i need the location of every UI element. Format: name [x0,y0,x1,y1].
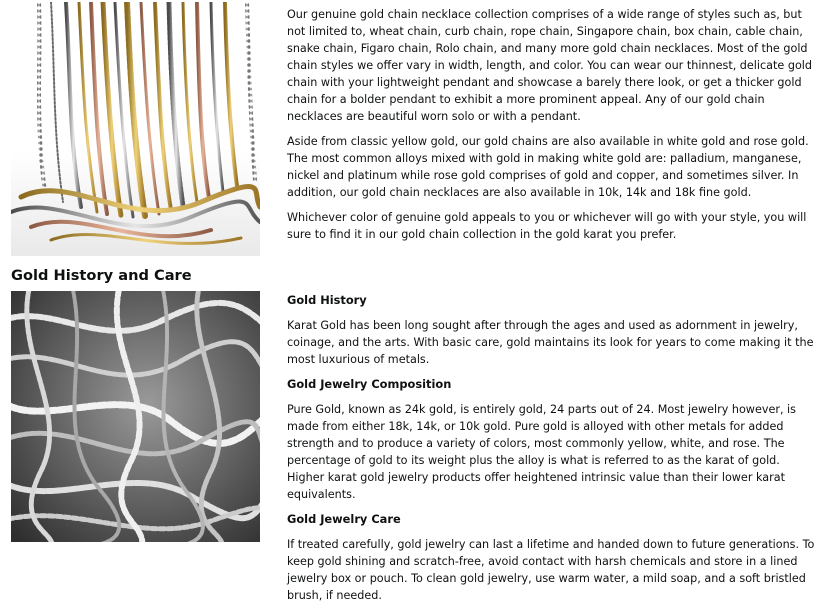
gold-chains-photo [11,2,260,256]
gold-care-heading: Gold Jewelry Care [287,512,401,526]
silver-chains-photo [11,291,260,542]
intro-paragraph: Whichever color of genuine gold appeals to you or whichever will go with your style, you will sure to find it in our gold chain collection in the gold karat you prefer. [287,211,807,241]
gold-history-heading: Gold History [287,293,367,307]
gold-composition-body: Pure Gold, known as 24k gold, is entirely gold, 24 parts out of 24. Most jewelry however, is made from either 18k, 14k, or 10k gold. Pure gold is alloyed with other metals for added strength and to produce a variety of colors, most commonly yellow, white, and rose. The percentage of gold to its weight plus the alloy is what is referred to as the karat of gold. Higher karat gold jewelry products offer heightened intrinsic value than their lower karat equivalents. [287,403,796,501]
gold-care-body: If treated carefully, gold jewelry can last a lifetime and handed down to future generations. To keep gold shining and scratch-free, avoid contact with harsh chemicals and store in a lined jewelry box or pouch. To clean gold jewelry, use warm water, a mild soap, and a soft bristled brush, if needed. [287,538,815,602]
gold-composition-heading: Gold Jewelry Composition [287,377,452,391]
gold-history-body: Karat Gold has been long sought after through the ages and used as adornment in jewelry, coinage, and the arts. With basic care, gold maintains its look for years to come making it the most luxurious of metals. [287,319,814,366]
section-title: Gold History and Care [11,267,192,284]
intro-text [287,6,820,251]
history-care-text [287,292,820,612]
intro-paragraph: Our genuine gold chain necklace collection comprises of a wide range of styles such as, but not limited to, wheat chain, curb chain, rope chain, Singapore chain, box chain, cable chain, snake chain, Figaro chain, Rolo chain, and many more gold chain necklaces. Most of the gold chain styles we offer vary in width, length, and color. You can wear our thinnest, delicate gold chain with your lightweight pendant and showcase a barely there look, or get a thicker gold chain for a bolder pendant to exhibit a more prominent appeal. Any of our gold chain necklaces are beautiful worn solo or with a pendant. [287,8,813,123]
intro-paragraph: Aside from classic yellow gold, our gold chains are also available in white gold and rose gold. The most common alloys mixed with gold in making white gold are: palladium, manganese, nickel and platinum while rose gold comprises of gold and copper, and sometimes silver. In addition, our gold chain necklaces are also available in 10k, 14k and 18k fine gold. [287,135,809,199]
